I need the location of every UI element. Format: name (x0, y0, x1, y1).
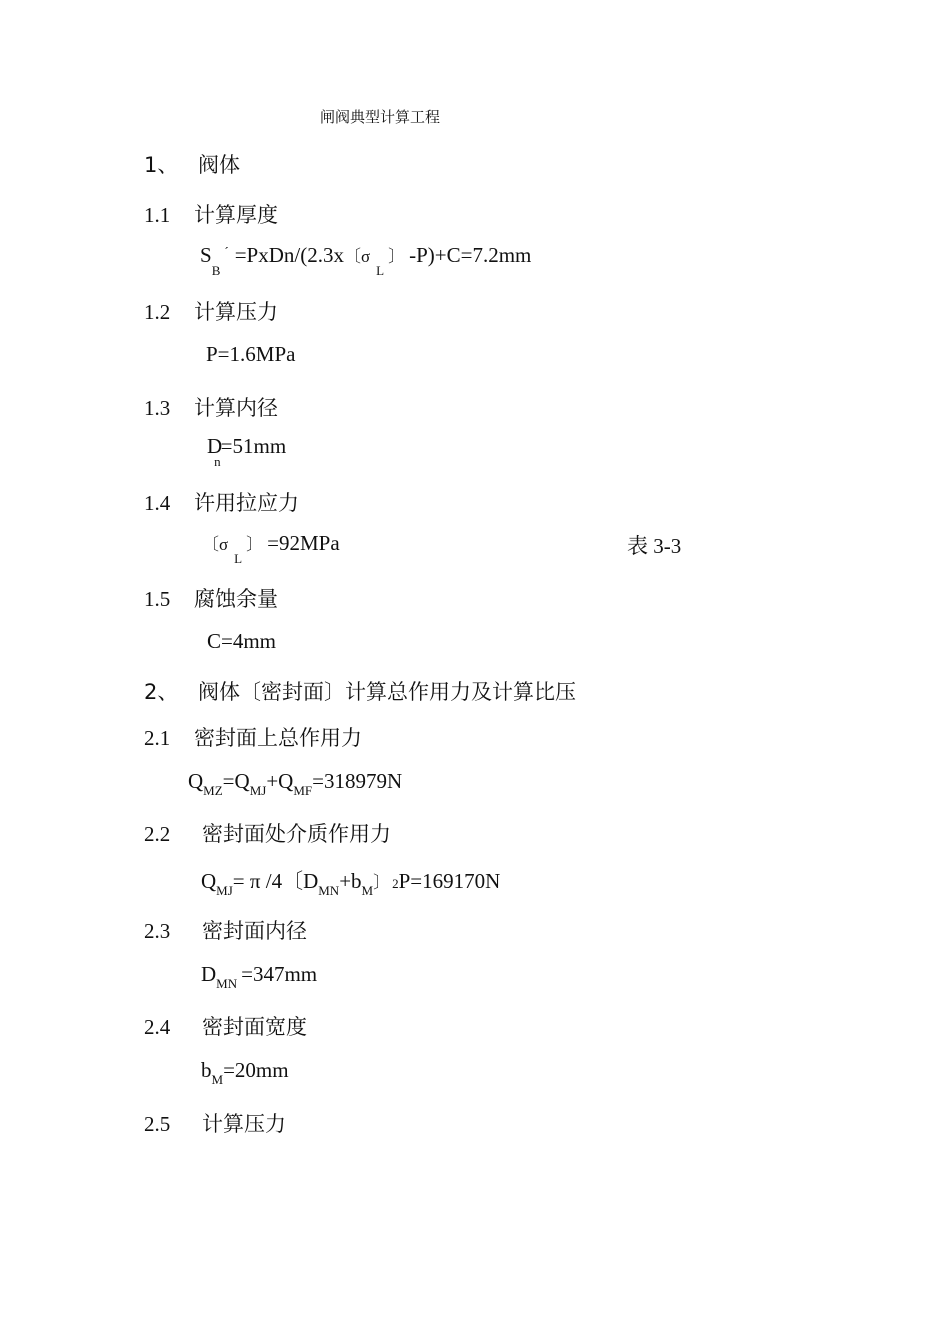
section-2-3 (144, 915, 307, 945)
section-1-3-label: 计算内径 (194, 396, 278, 420)
section-2-5-number: 2.5 (144, 1112, 171, 1136)
section-2-5-label: 计算压力 (202, 1112, 286, 1136)
formula-bracket: 〔 (343, 247, 361, 266)
formula-subscript: M (361, 883, 374, 898)
formula-symbol: S (200, 243, 212, 267)
formula-subscript: MN (318, 883, 340, 898)
section-2-4-label: 密封面宽度 (202, 1015, 307, 1039)
formula-symbol: Q (201, 869, 217, 893)
formula-subscript: MZ (203, 783, 223, 798)
formula-value: =92MPa (267, 531, 340, 555)
section-1-4-label: 许用拉应力 (194, 491, 299, 515)
formula-seal-inner-diameter (201, 962, 317, 992)
formula-exponent: 2 (392, 876, 399, 891)
formula-value: =20mm (223, 1058, 289, 1082)
section-2-2-label: 密封面处介质作用力 (202, 822, 391, 846)
section-2-2 (144, 818, 391, 848)
section-2-1 (144, 722, 362, 752)
document-title: 闸阀典型计算工程 (320, 110, 441, 126)
heading-1-text: 阀体 (198, 153, 240, 177)
formula-symbol: D (207, 434, 223, 458)
formula-allowable-stress (202, 530, 340, 567)
formula-subscript: MJ (216, 883, 233, 898)
formula-symbol: b (201, 1058, 212, 1082)
formula-bracket: 〕 (388, 247, 406, 266)
section-2-5 (144, 1108, 286, 1138)
section-1-1-number: 1.1 (144, 203, 171, 227)
formula-subscript: MJ (249, 783, 267, 798)
formula-subscript: n (214, 454, 221, 469)
section-1-1 (144, 199, 278, 229)
heading-1-number: 1、 (144, 153, 179, 177)
section-1-2-number: 1.2 (144, 300, 171, 324)
section-2-4-number: 2.4 (144, 1015, 171, 1039)
section-2-3-label: 密封面内径 (202, 919, 307, 943)
formula-subscript: M (211, 1072, 224, 1087)
formula-text: +Q (266, 769, 294, 793)
formula-text: = π /4〔D (232, 869, 319, 893)
heading-2 (144, 676, 576, 706)
formula-value: =318979N (312, 769, 403, 793)
formula-subscript: MF (293, 783, 313, 798)
formula-inner-diameter (207, 434, 286, 470)
section-1-2-label: 计算压力 (194, 300, 278, 324)
heading-2-text: 阀体〔密封面〕计算总作用力及计算比压 (198, 680, 576, 704)
section-2-4 (144, 1011, 307, 1041)
formula-text: +b (339, 869, 362, 893)
formula-pressure: P=1.6MPa (206, 342, 296, 366)
formula-text: -P)+C=7.2mm (409, 243, 532, 267)
formula-subscript: L (376, 263, 385, 278)
section-1-3-number: 1.3 (144, 396, 171, 420)
section-2-2-number: 2.2 (144, 822, 171, 846)
table-reference: 表 3-3 (627, 534, 682, 558)
formula-subscript: L (234, 551, 243, 566)
section-1-1-label: 计算厚度 (194, 203, 278, 227)
section-1-5 (144, 583, 278, 613)
section-1-4-number: 1.4 (144, 491, 171, 515)
formula-thickness (200, 242, 531, 279)
section-1-4 (144, 487, 299, 517)
formula-prime: ´ (224, 244, 229, 259)
formula-bracket: 〕 (373, 873, 391, 892)
section-1-2 (144, 296, 278, 326)
heading-2-number: 2、 (144, 680, 179, 704)
formula-value: =51mm (220, 434, 287, 458)
formula-subscript: MN (216, 976, 238, 991)
formula-symbol: D (201, 962, 217, 986)
formula-sigma: σ (219, 535, 229, 554)
section-1-3 (144, 392, 278, 422)
section-2-3-number: 2.3 (144, 919, 171, 943)
formula-corrosion: C=4mm (207, 629, 277, 653)
section-1-5-label: 腐蚀余量 (194, 587, 278, 611)
formula-total-force (188, 769, 402, 799)
formula-medium-force (201, 865, 500, 899)
formula-bracket: 〔 (202, 535, 219, 554)
formula-sigma: σ (360, 247, 371, 266)
formula-value: =347mm (241, 962, 318, 986)
section-2-1-number: 2.1 (144, 726, 171, 750)
formula-symbol: Q (188, 769, 204, 793)
section-1-5-number: 1.5 (144, 587, 171, 611)
formula-value: P=169170N (398, 869, 501, 893)
formula-seal-width (201, 1058, 289, 1088)
formula-text: =Q (222, 769, 250, 793)
formula-subscript: B (211, 263, 221, 278)
formula-text: =PxDn/(2.3x (234, 243, 344, 267)
formula-bracket: 〕 (246, 535, 264, 554)
section-2-1-label: 密封面上总作用力 (194, 726, 362, 750)
heading-1 (144, 149, 240, 179)
